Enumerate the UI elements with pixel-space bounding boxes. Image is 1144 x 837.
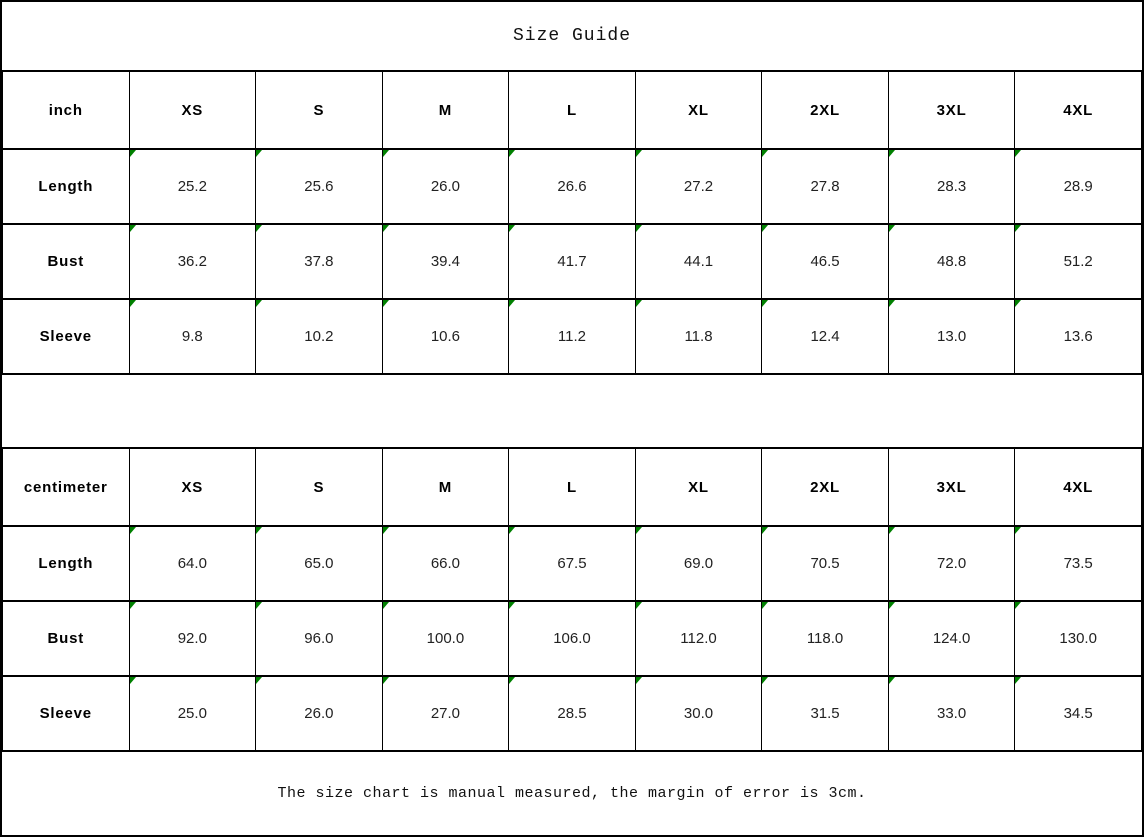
value-cell: 31.5 (762, 676, 889, 751)
size-header-cell: M (382, 448, 509, 526)
cell-flag-triangle-icon (130, 527, 136, 534)
cell-flag-triangle-icon (889, 677, 895, 684)
cell-flag-triangle-icon (762, 677, 768, 684)
value-cell: 9.8 (129, 299, 256, 374)
value-cell: 51.2 (1015, 224, 1142, 299)
cell-flag-triangle-icon (1015, 225, 1021, 232)
cell-flag-triangle-icon (256, 527, 262, 534)
value-cell: 25.0 (129, 676, 256, 751)
cell-flag-triangle-icon (383, 677, 389, 684)
value-cell: 27.2 (635, 149, 762, 224)
cell-flag-triangle-icon (1015, 300, 1021, 307)
cell-flag-triangle-icon (636, 677, 642, 684)
cell-flag-triangle-icon (256, 677, 262, 684)
cell-flag-triangle-icon (1015, 150, 1021, 157)
cell-flag-triangle-icon (130, 677, 136, 684)
cell-flag-triangle-icon (383, 300, 389, 307)
cell-flag-triangle-icon (383, 602, 389, 609)
value-cell: 10.6 (382, 299, 509, 374)
cell-flag-triangle-icon (509, 677, 515, 684)
row-label: Length (3, 526, 130, 601)
value-cell: 73.5 (1015, 526, 1142, 601)
size-header-cell: 3XL (888, 448, 1015, 526)
value-cell: 26.6 (509, 149, 636, 224)
value-cell: 27.0 (382, 676, 509, 751)
value-cell: 36.2 (129, 224, 256, 299)
cell-flag-triangle-icon (889, 225, 895, 232)
value-cell: 112.0 (635, 601, 762, 676)
value-cell: 13.6 (1015, 299, 1142, 374)
cell-flag-triangle-icon (636, 300, 642, 307)
cell-flag-triangle-icon (383, 150, 389, 157)
value-cell: 26.0 (256, 676, 383, 751)
size-header-cell: 4XL (1015, 71, 1142, 149)
value-cell: 11.2 (509, 299, 636, 374)
value-cell: 92.0 (129, 601, 256, 676)
size-header-cell: XS (129, 71, 256, 149)
value-cell: 28.5 (509, 676, 636, 751)
table-row-sleeve (3, 676, 1142, 751)
value-cell: 100.0 (382, 601, 509, 676)
table-row-length (3, 149, 1142, 224)
row-label: Bust (3, 224, 130, 299)
cell-flag-triangle-icon (636, 527, 642, 534)
cell-flag-triangle-icon (762, 602, 768, 609)
measurement-disclaimer: The size chart is manual measured, the margin of error is 3cm. (277, 785, 867, 802)
row-label: Bust (3, 601, 130, 676)
value-cell: 11.8 (635, 299, 762, 374)
table-header-row (3, 448, 1142, 526)
value-cell: 28.9 (1015, 149, 1142, 224)
value-cell: 130.0 (1015, 601, 1142, 676)
value-cell: 46.5 (762, 224, 889, 299)
value-cell: 28.3 (888, 149, 1015, 224)
cell-flag-triangle-icon (1015, 527, 1021, 534)
cell-flag-triangle-icon (636, 225, 642, 232)
row-label: Sleeve (3, 299, 130, 374)
size-header-cell: XS (129, 448, 256, 526)
cell-flag-triangle-icon (762, 527, 768, 534)
cell-flag-triangle-icon (383, 527, 389, 534)
cell-flag-triangle-icon (889, 150, 895, 157)
cell-flag-triangle-icon (762, 300, 768, 307)
value-cell: 69.0 (635, 526, 762, 601)
table-header-row (3, 71, 1142, 149)
value-cell: 48.8 (888, 224, 1015, 299)
cell-flag-triangle-icon (256, 150, 262, 157)
table-row-sleeve (3, 299, 1142, 374)
row-label: Length (3, 149, 130, 224)
cell-flag-triangle-icon (1015, 677, 1021, 684)
size-header-cell: 4XL (1015, 448, 1142, 526)
cell-flag-triangle-icon (762, 225, 768, 232)
unit-label-centimeter: centimeter (3, 448, 130, 526)
value-cell: 33.0 (888, 676, 1015, 751)
size-header-cell: S (256, 71, 383, 149)
cell-flag-triangle-icon (509, 527, 515, 534)
size-header-cell: L (509, 71, 636, 149)
value-cell: 44.1 (635, 224, 762, 299)
value-cell: 27.8 (762, 149, 889, 224)
page-title: Size Guide (512, 26, 632, 46)
value-cell: 37.8 (256, 224, 383, 299)
cell-flag-triangle-icon (256, 300, 262, 307)
size-header-cell: XL (635, 71, 762, 149)
value-cell: 118.0 (762, 601, 889, 676)
value-cell: 124.0 (888, 601, 1015, 676)
cell-flag-triangle-icon (509, 300, 515, 307)
value-cell: 106.0 (509, 601, 636, 676)
cell-flag-triangle-icon (509, 602, 515, 609)
cell-flag-triangle-icon (509, 150, 515, 157)
table-row-bust (3, 601, 1142, 676)
value-cell: 26.0 (382, 149, 509, 224)
unit-label-inch: inch (3, 71, 130, 149)
value-cell: 13.0 (888, 299, 1015, 374)
cell-flag-triangle-icon (509, 225, 515, 232)
cell-flag-triangle-icon (636, 150, 642, 157)
value-cell: 72.0 (888, 526, 1015, 601)
cell-flag-triangle-icon (889, 527, 895, 534)
cell-flag-triangle-icon (889, 300, 895, 307)
table-row-bust (3, 224, 1142, 299)
size-header-cell: L (509, 448, 636, 526)
size-header-cell: 3XL (888, 71, 1015, 149)
value-cell: 34.5 (1015, 676, 1142, 751)
cell-flag-triangle-icon (130, 602, 136, 609)
value-cell: 66.0 (382, 526, 509, 601)
value-cell: 25.6 (256, 149, 383, 224)
size-header-cell: M (382, 71, 509, 149)
cell-flag-triangle-icon (130, 150, 136, 157)
value-cell: 70.5 (762, 526, 889, 601)
size-header-cell: 2XL (762, 71, 889, 149)
value-cell: 96.0 (256, 601, 383, 676)
row-label: Sleeve (3, 676, 130, 751)
size-table-centimeter (2, 447, 1142, 752)
cell-flag-triangle-icon (636, 602, 642, 609)
cell-flag-triangle-icon (256, 602, 262, 609)
cell-flag-triangle-icon (762, 150, 768, 157)
cell-flag-triangle-icon (256, 225, 262, 232)
value-cell: 12.4 (762, 299, 889, 374)
cell-flag-triangle-icon (130, 225, 136, 232)
cell-flag-triangle-icon (383, 225, 389, 232)
cell-flag-triangle-icon (889, 602, 895, 609)
cell-flag-triangle-icon (1015, 602, 1021, 609)
size-header-cell: 2XL (762, 448, 889, 526)
value-cell: 10.2 (256, 299, 383, 374)
size-table-inch (2, 70, 1142, 375)
size-header-cell: S (256, 448, 383, 526)
value-cell: 67.5 (509, 526, 636, 601)
table-gap-spacer (2, 375, 1142, 447)
size-header-cell: XL (635, 448, 762, 526)
value-cell: 39.4 (382, 224, 509, 299)
value-cell: 30.0 (635, 676, 762, 751)
value-cell: 41.7 (509, 224, 636, 299)
value-cell: 65.0 (256, 526, 383, 601)
value-cell: 25.2 (129, 149, 256, 224)
table-row-length (3, 526, 1142, 601)
value-cell: 64.0 (129, 526, 256, 601)
cell-flag-triangle-icon (130, 300, 136, 307)
